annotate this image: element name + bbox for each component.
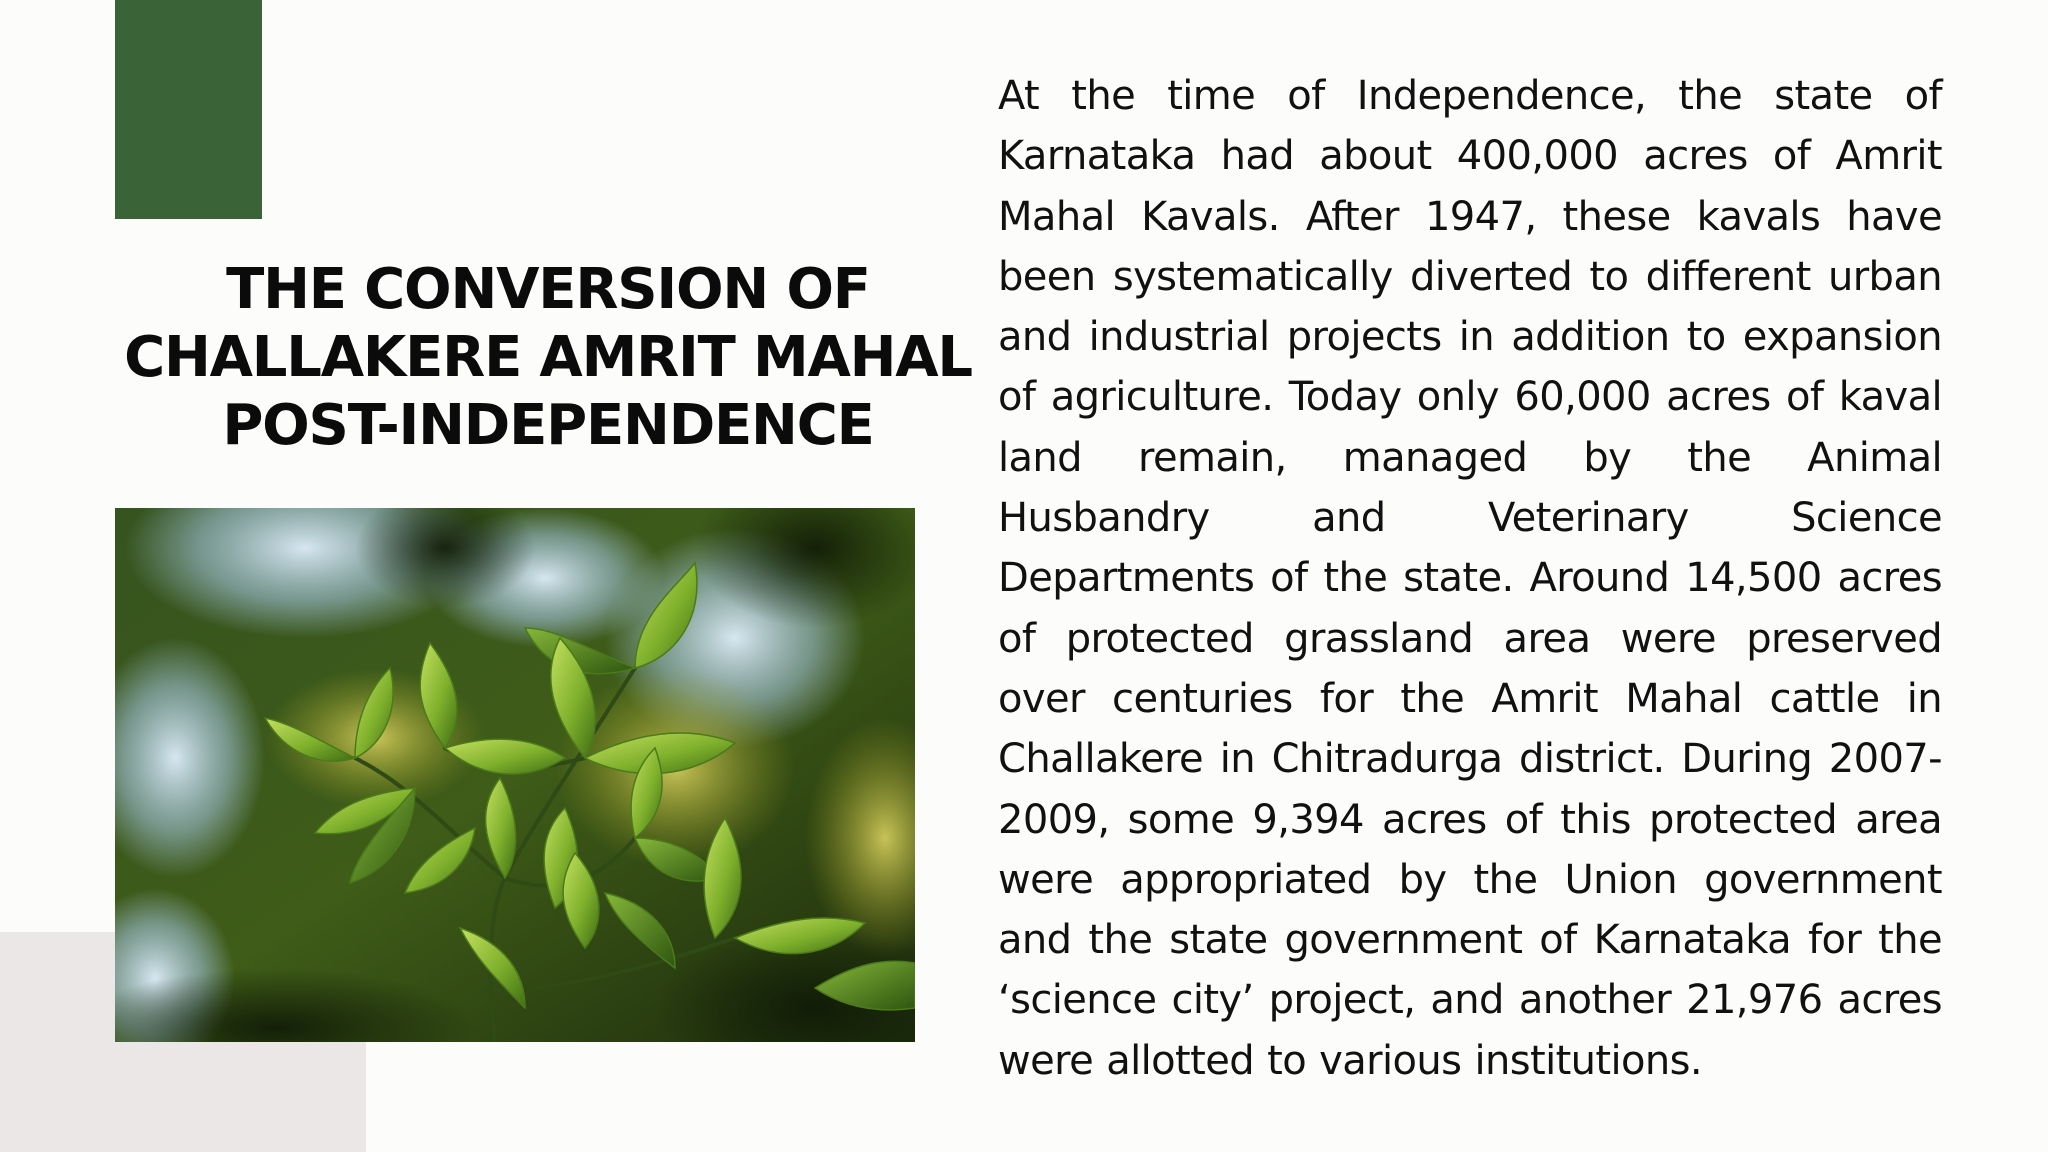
accent-bar <box>115 0 262 219</box>
title-line-2: CHALLAKERE AMRIT MAHAL <box>124 325 972 390</box>
title-line-1: THE CONVERSION OF <box>226 257 870 322</box>
leaves-photo <box>115 508 915 1042</box>
slide-title <box>120 256 976 460</box>
title-line-3: POST-INDEPENDENCE <box>222 393 874 458</box>
body-paragraph: At the time of Independence, the state of Karnataka had about 400,000 acres of Amrit Mahal Kavals. After 1947, these kavals have been systematically diverted to different urban and industrial projects in addition to expansion of agriculture. Today only 60,000 acres of kaval land remain, managed by the Animal Husbandry and Veterinary Science Departments of the state. Around 14,500 acres of protected grassland area were preserved over centuries for the Amrit Mahal cattle in Challakere in Chitradurga district. During 2007-2009, some 9,394 acres of this protected area were appropriated by the Union government and the state government of Karnataka for the ‘science city’ project, and another 21,976 acres were allotted to various institutions. <box>998 73 1942 1084</box>
